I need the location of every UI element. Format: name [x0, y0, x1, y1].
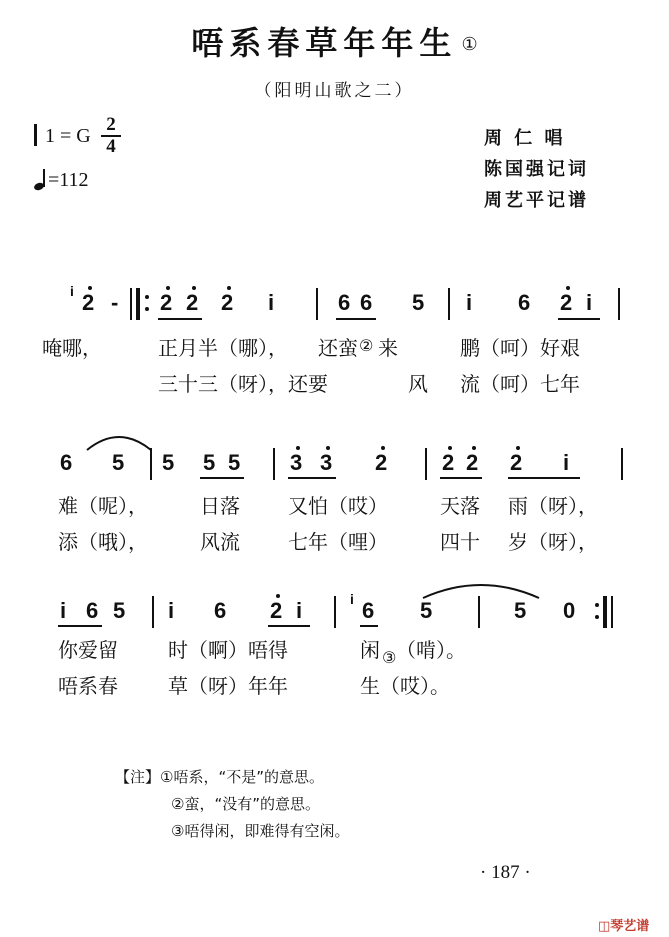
note: 2: [270, 598, 283, 623]
lyric: 时（啊）唔得: [168, 638, 288, 662]
note: i: [296, 598, 303, 623]
quarter-note-icon: [34, 168, 48, 192]
note: i: [466, 290, 473, 315]
logo-icon: ◫: [598, 919, 611, 934]
note: 6: [86, 598, 99, 623]
watermark-logo: ◫琴艺谱: [598, 919, 650, 934]
note: 6: [360, 290, 373, 315]
lyric: 鹏（呵）好艰: [460, 336, 580, 360]
note: -: [111, 290, 119, 315]
note: 2: [510, 450, 523, 475]
note: 2: [375, 450, 388, 475]
note: 6: [214, 598, 227, 623]
title-text: 唔系春草年年生: [191, 24, 458, 62]
note: i: [563, 450, 570, 475]
note: 6: [362, 598, 375, 623]
note: 2: [186, 290, 199, 315]
tie-arc: [420, 578, 542, 600]
note: i: [168, 598, 175, 623]
credit-lyrics: 陈国强记词: [484, 159, 589, 180]
lyric: 生（哎）。: [360, 674, 450, 698]
note: 5: [112, 450, 125, 475]
credit-singer: 周 仁 唱: [484, 128, 566, 149]
lyric: 来: [378, 336, 398, 360]
page-number: · 187 ·: [480, 862, 531, 883]
note: 6: [518, 290, 531, 315]
lyric: 天落: [440, 494, 480, 518]
note: 2: [466, 450, 479, 475]
credit-notation: 周艺平记谱: [484, 190, 589, 211]
lyric: 风: [408, 372, 428, 396]
key-signature: 1 = G: [34, 124, 91, 148]
note: 5: [420, 598, 433, 623]
footnote-mark: ③: [382, 648, 397, 667]
note: i: [268, 290, 275, 315]
lyric: 还蛮: [318, 336, 358, 360]
lyric: 唔系春: [58, 674, 118, 698]
lyric: 唵哪，: [42, 336, 102, 360]
lyric: 日落: [200, 494, 240, 518]
note: 2: [221, 290, 234, 315]
note: 2: [560, 290, 573, 315]
lyric: 岁（呀），: [508, 530, 598, 554]
footnotes: [115, 764, 349, 845]
note: 5: [203, 450, 216, 475]
song-subtitle: （阳明山歌之二）: [254, 81, 415, 101]
grace-note: i: [350, 591, 354, 607]
lyric: 风流: [200, 530, 240, 554]
lyric: 七年（哩）: [288, 530, 388, 554]
note: 3: [320, 450, 333, 475]
lyric: 添（哦），: [58, 530, 148, 554]
note: 3: [290, 450, 303, 475]
grace-note: i: [70, 283, 74, 299]
note: 0: [563, 598, 576, 623]
note: 2: [442, 450, 455, 475]
footnote-3: ③唔得闲，即难得有空闲。: [171, 822, 350, 840]
time-signature: 2 4: [101, 116, 121, 156]
lyric: 正月半（哪），: [158, 336, 288, 360]
lyric: 难（呢），: [58, 494, 148, 518]
note: 5: [162, 450, 175, 475]
footnote-mark: ②: [359, 336, 374, 355]
note: i: [586, 290, 593, 315]
lyric: （啃）。: [396, 638, 466, 662]
note: i: [60, 598, 67, 623]
lyric: 闲: [360, 638, 380, 662]
song-title: [0, 18, 669, 64]
note: 2: [160, 290, 173, 315]
lyric: 你爱留: [58, 638, 118, 662]
lyric: 三十三（呀），还要: [158, 372, 328, 396]
lyric: 雨（呀），: [508, 494, 598, 518]
note: 5: [412, 290, 425, 315]
footnote-2: ②蛮，“没有”的意思。: [171, 795, 320, 813]
lyric: 流（呵）七年: [460, 372, 580, 396]
title-footnote-mark: ①: [461, 34, 478, 55]
footnote-1: 【注】①唔系，“不是”的意思。: [115, 768, 325, 786]
tie-arc: [84, 430, 154, 452]
note: 6: [338, 290, 351, 315]
note: 5: [228, 450, 241, 475]
lyric: 草（呀）年年: [168, 674, 288, 698]
note: 5: [113, 598, 126, 623]
lyric: 四十: [440, 530, 480, 554]
lyric: 又怕（哎）: [288, 494, 388, 518]
tempo-marking: =112: [34, 168, 89, 192]
note: 6: [60, 450, 73, 475]
note: 2: [82, 290, 95, 315]
note: 5: [514, 598, 527, 623]
